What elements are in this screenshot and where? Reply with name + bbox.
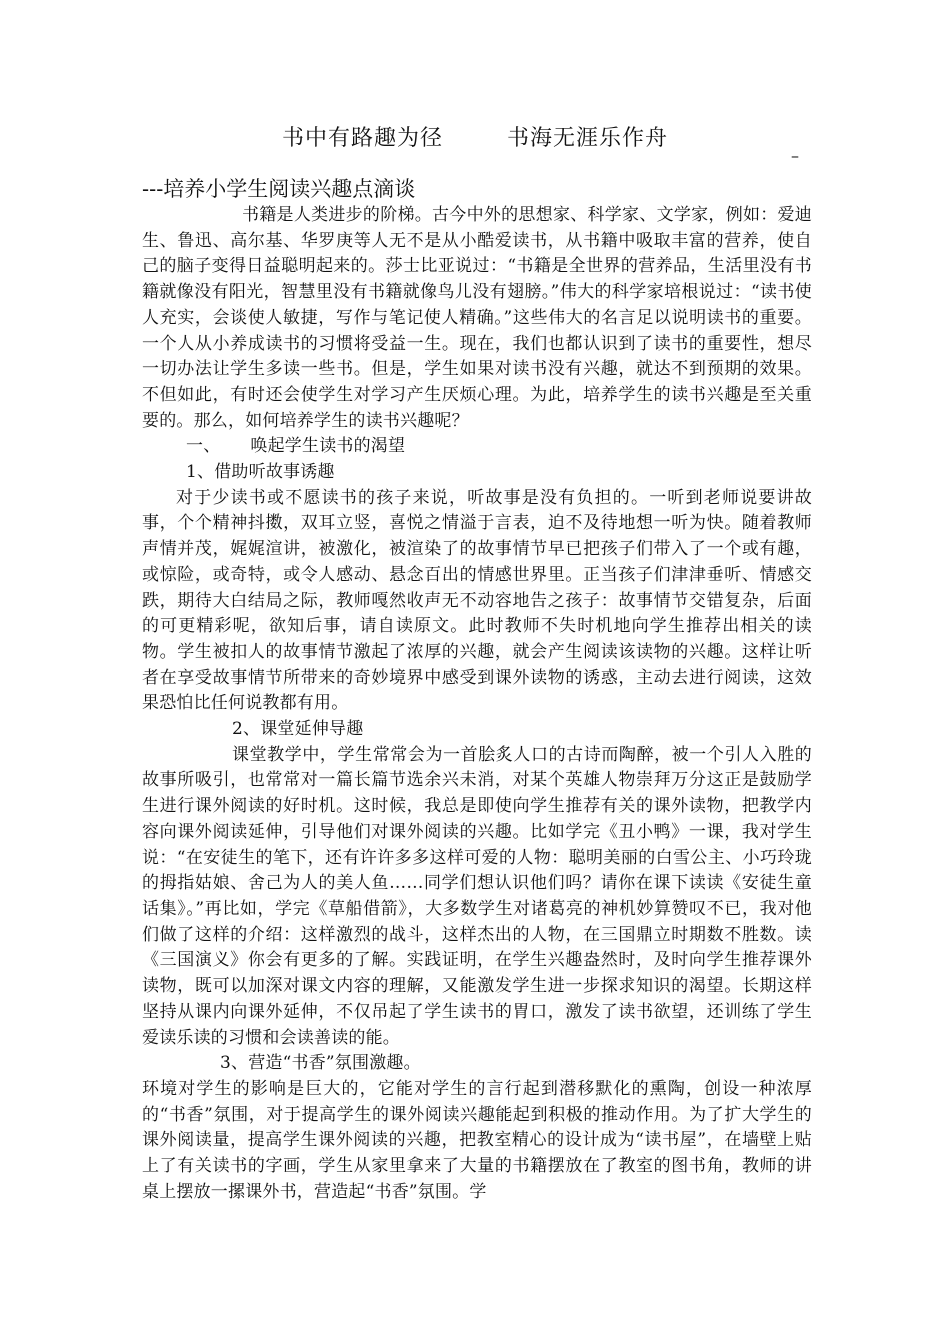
document-title bbox=[0, 124, 950, 154]
dash-mark: – bbox=[791, 146, 799, 165]
intro-paragraph: 书籍是人类进步的阶梯。古今中外的思想家、科学家、文学家，例如：爱迪生、鲁迅、高尔基、华罗庚等人无不是从小酷爱读书，从书籍中吸取丰富的营养，使自己的脑子变得日益聪明起来的。莎士比亚说过：“书籍是全世界的营养品，生活里没有书籍就像没有阳光，智慧里没有书籍就像鸟儿没有翅膀。”伟大的科学家培根说过：“读书使人充实，会谈使人敏捷，写作与笔记使人精确。”这些伟大的名言足以说明读书的重要。一个人从小养成读书的习惯将受益一生。现在，我们也都认识到了读书的重要性，想尽一切办法让学生多读一些书。但是，学生如果对读书没有兴趣，就达不到预期的效果。不但如此，有时还会使学生对学习产生厌烦心理。为此，培养学生的读书兴趣是至关重要的。那么，如何培养学生的读书兴趣呢？ bbox=[142, 205, 812, 431]
section-number: 一、 bbox=[186, 436, 221, 457]
title-left: 书中有路趣为径 bbox=[281, 126, 443, 151]
subsection-paragraph-2: 课堂教学中，学生常常会为一首脍炙人口的古诗而陶醉，被一个引人入胜的故事所吸引，也常常对一篇长篇节选余兴未消，对某个英雄人物崇拜万分这正是鼓励学生进行课外阅读的好时机。这时候，我总是即使向学生推荐有关的课外读物，把教学内容向课外阅读延伸，引导他们对课外阅读的兴趣。比如学完《丑小鸭》一课，我对学生说：“在安徒生的笔下，还有许许多多这样可爱的人物：聪明美丽的白雪公主、小巧玲珑的拇指姑娘、舍己为人的美人鱼……同学们想认识他们吗？请你在课下读读《安徒生童话集》。”再比如，学完《草船借箭》，大多数学生对诸葛亮的神机妙算赞叹不已，我对他们做了这样的介绍：这样激烈的战斗，这样杰出的人物，在三国鼎立时期数不胜数。读《三国演义》你会有更多的了解。实践证明，在学生兴趣盎然时，及时向学生推荐课外读物，既可以加深对课文内容的理解，又能激发学生进一步探求知识的渴望。长期这样坚持从课内向课外延伸，不仅吊起了学生读书的胃口，激发了读书欲望，还训练了学生爱读乐读的习惯和会读善读的能。 bbox=[142, 744, 812, 1048]
subsection-paragraph-3: 环境对学生的影响是巨大的，它能对学生的言行起到潜移默化的熏陶，创设一种浓厚的“书香”氛围，对于提高学生的课外阅读兴趣能起到积极的推动作用。为了扩大学生的课外阅读量，提高学生课外阅读的兴趣，把教室精心的设计成为“读书屋”，在墙壁上贴上了有关读书的字画，学生从家里拿来了大量的书籍摆放在了教室的图书角，教师的讲桌上摆放一摞课外书，营造起“书香”氛围。学 bbox=[142, 1078, 812, 1202]
document-subtitle: ---培养小学生阅读兴趣点滴谈 bbox=[142, 177, 416, 201]
subsection-heading-1: 1、借助听故事诱趣 bbox=[186, 462, 335, 483]
subsection-paragraph-1: 对于少读书或不愿读书的孩子来说，听故事是没有负担的。一听到老师说要讲故事，个个精神抖擞，双耳立竖，喜悦之情溢于言表，迫不及待地想一听为快。随着教师声情并茂，娓娓渲讲，被激化，被渲染了的故事情节早已把孩子们带入了一个或有趣，或惊险，或奇特，或令人感动、悬念百出的情感世界里。正当孩子们津津垂听、情感交跌，期待大白结局之际，教师嘎然收声无不动容地告之孩子：故事情节交错复杂，后面的可更精彩呢，欲知后事，请自读原文。此时教师不失时机地向学生推荐出相关的读物。学生被扣人的故事情节激起了浓厚的兴趣，就会产生阅读该读物的兴趣。这样让听者在享受故事情节所带来的奇妙境界中感受到课外读物的诱惑，主动去进行阅读，这效果恐怕比任何说教都有用。 bbox=[142, 487, 812, 714]
subsection-heading-2: 2、课堂延伸导趣 bbox=[232, 719, 364, 740]
section-heading-1 bbox=[142, 434, 812, 460]
document-body bbox=[142, 203, 812, 1205]
title-right: 书海无涯乐作舟 bbox=[507, 126, 669, 151]
section-title: 唤起学生读书的渴望 bbox=[250, 436, 406, 457]
subsection-heading-3: 3、营造“书香”氛围激趣。 bbox=[220, 1053, 421, 1074]
